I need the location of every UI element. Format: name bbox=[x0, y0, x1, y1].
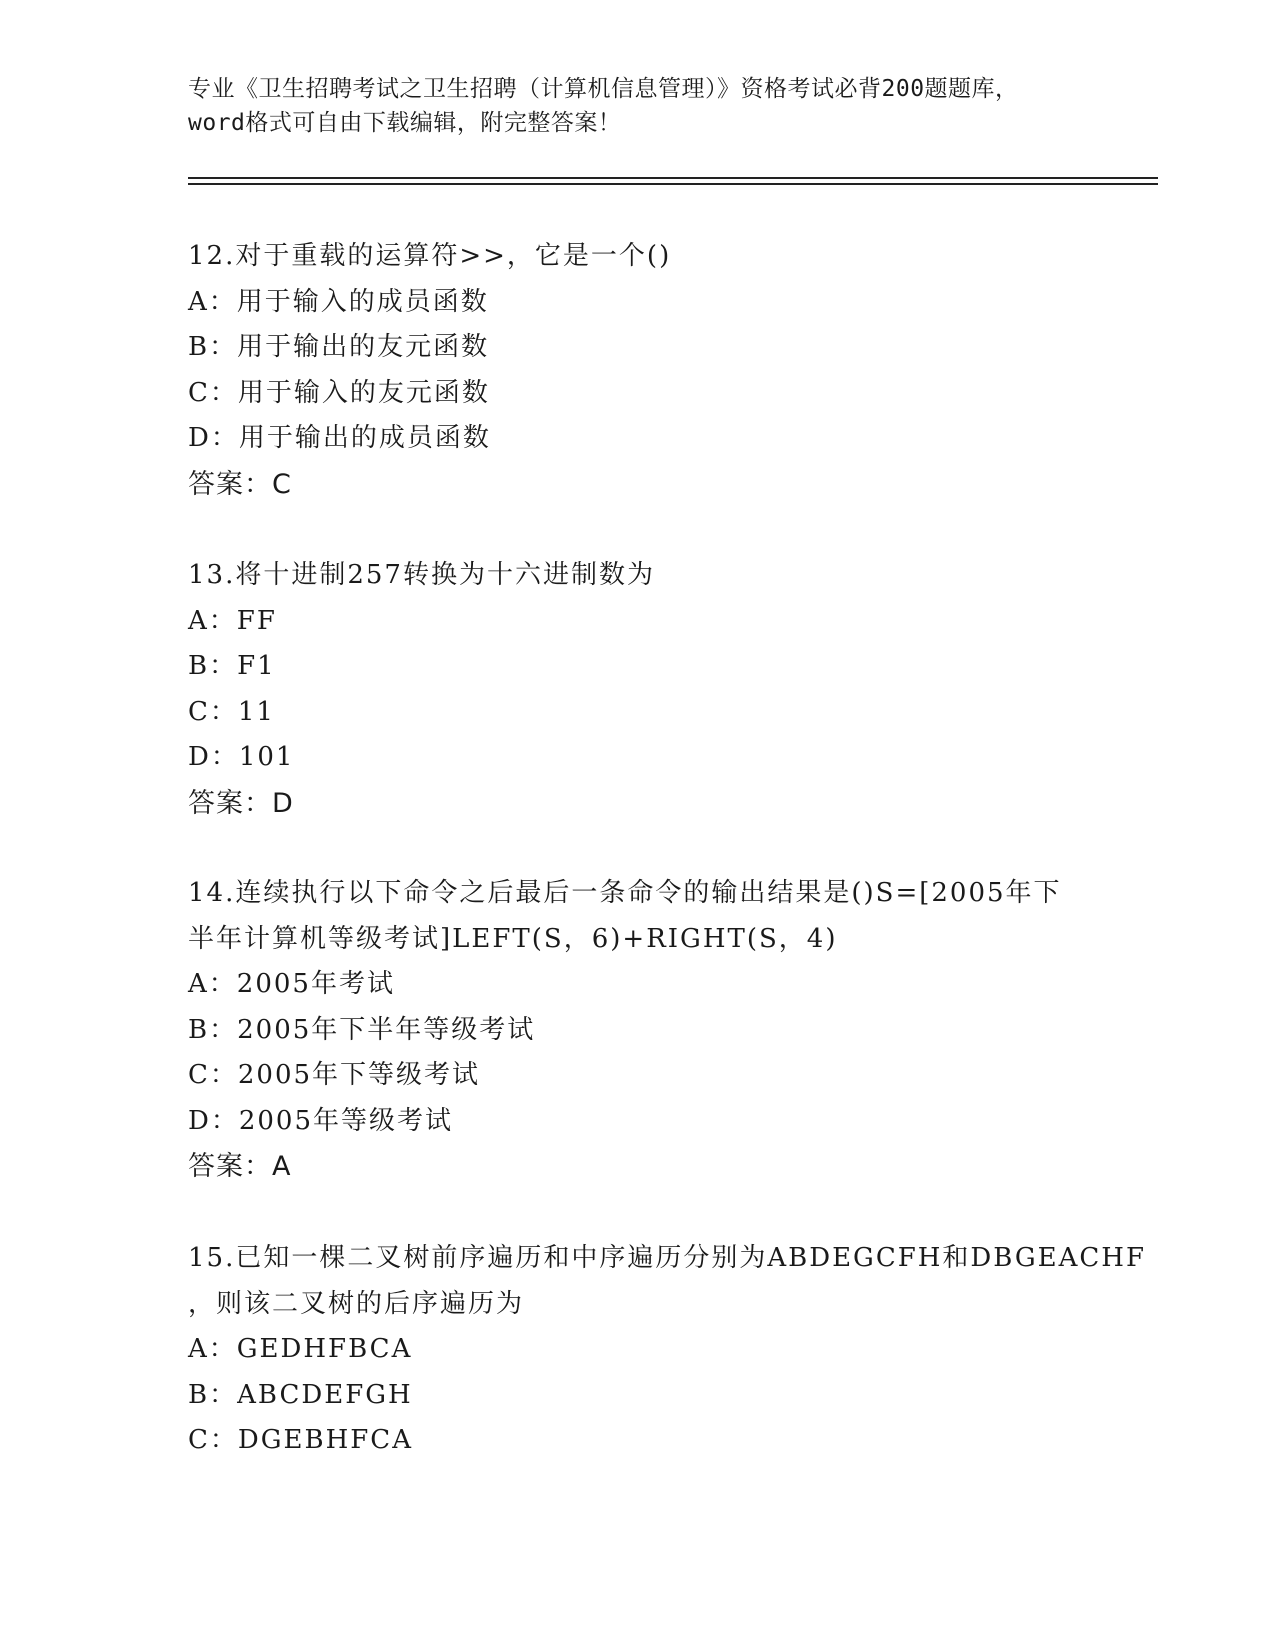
option-b: B：用于输出的友元函数 bbox=[188, 332, 490, 362]
option-c: C：用于输入的友元函数 bbox=[188, 377, 490, 408]
header-line-1: 专业《卫生招聘考试之卫生招聘（计算机信息管理）》资格考试必背200题题库， bbox=[188, 76, 1019, 102]
question-stem: 12.对于重载的运算符>>，它是一个() bbox=[188, 241, 672, 271]
option-d: D：2005年等级考试 bbox=[188, 1105, 454, 1136]
question-stem: 14.连续执行以下命令之后最后一条命令的输出结果是()S=[2005年下 bbox=[188, 878, 1062, 908]
question-stem: 15.已知一棵二叉树前序遍历和中序遍历分别为ABDEGCFH和DBGEACHF bbox=[188, 1243, 1147, 1273]
option-d: D：101 bbox=[188, 742, 295, 772]
option-c: C：11 bbox=[188, 696, 275, 727]
option-b: B：F1 bbox=[188, 651, 276, 681]
header-line-2: word格式可自由下载编辑，附完整答案！ bbox=[188, 110, 622, 136]
option-a: A：2005年考试 bbox=[188, 969, 395, 999]
question-stem-continued: 半年计算机等级考试]LEFT(S，6)+RIGHT(S，4) bbox=[188, 923, 838, 954]
question-stem: 13.将十进制257转换为十六进制数为 bbox=[188, 560, 655, 590]
question-12 bbox=[188, 234, 1088, 507]
answer-line: 答案：A bbox=[188, 1151, 292, 1182]
option-a: A：用于输入的成员函数 bbox=[188, 286, 489, 317]
question-15 bbox=[188, 1236, 1147, 1464]
option-b: B：2005年下半年等级考试 bbox=[188, 1014, 536, 1045]
header-divider-bottom bbox=[188, 183, 1158, 185]
option-a: A：GEDHFBCA bbox=[188, 1334, 413, 1364]
option-a: A：FF bbox=[188, 605, 277, 636]
option-b: B：ABCDEFGH bbox=[188, 1379, 413, 1410]
question-14 bbox=[188, 871, 1088, 1190]
header-divider-top bbox=[188, 177, 1158, 179]
question-stem-continued: ，则该二叉树的后序遍历为 bbox=[188, 1288, 525, 1319]
answer-line: 答案：D bbox=[188, 787, 294, 819]
question-13 bbox=[188, 553, 1088, 826]
document-header bbox=[188, 72, 1088, 140]
option-d: D：用于输出的成员函数 bbox=[188, 423, 491, 453]
option-c: C：DGEBHFCA bbox=[188, 1425, 413, 1455]
option-c: C：2005年下等级考试 bbox=[188, 1060, 481, 1090]
answer-line: 答案：C bbox=[188, 468, 292, 500]
